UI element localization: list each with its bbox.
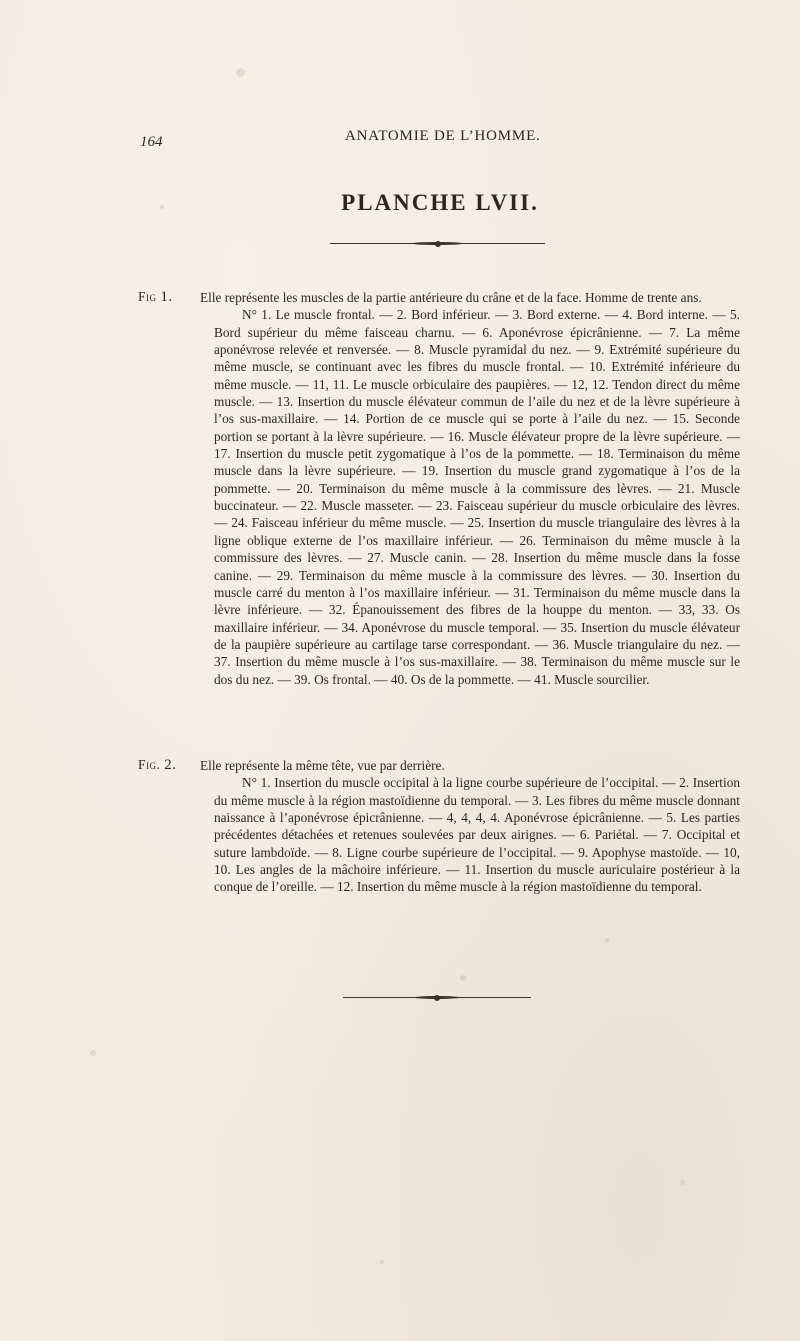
figure-intro: Elle représente la même tête, vue par derrière. xyxy=(200,758,445,773)
figure-legend: N° 1. Insertion du muscle occipital à la ligne courbe supérieure de l’occipital. — 2. Insertion du même muscle à la région mastoïdienne du temporal. — 3. Les fibres du même muscle donnant naissance à l’aponévrose épicrânienne. — 4, 4, 4, 4. Aponévrose épicrânienne. — 5. Les parties précédentes détachées et retenues soulevées par deux airignes. — 6. Pariétal. — 7. Occipital et suture lambdoïde. — 8. Ligne courbe supérieure de l’occipital. — 9. Apophyse mastoïde. — 10, 10. Les angles de la mâchoire inférieure. — 11. Insertion du muscle auriculaire postérieur à la conque de l’oreille. — 12. Insertion du même muscle à la région mastoïdienne du temporal. xyxy=(214,775,740,895)
ornamental-rule xyxy=(343,994,531,1002)
figure-legend: N° 1. Le muscle frontal. — 2. Bord inférieur. — 3. Bord externe. — 4. Bord interne. — 5. Bord supérieur du même faisceau charnu. — 6. Aponévrose épicrânienne. — 7. La même aponévrose relevée et renversée. — 8. Muscle pyramidal du nez. — 9. Extrémité supérieure du même muscle, se continuant avec les fibres du muscle frontal. — 10. Extrémité inférieure du même muscle. — 11, 11. Le muscle orbiculaire des paupières. — 12, 12. Tendon direct du même muscle. — 13. Insertion du muscle élévateur commun de l’aile du nez et de la lèvre supérieure à l’os sus-maxillaire. — 14. Portion de ce muscle qui se porte à l’aile du nez. — 15. Seconde portion se portant à la lèvre supérieure. — 16. Muscle élévateur propre de la lèvre supérieure. — 17. Insertion du muscle petit zygomatique à l’os de la pommette. — 18. Terminaison du même muscle dans la lèvre supérieure. — 19. Insertion du muscle grand zygomatique à l’os de la pommette. — 20. Terminaison du même muscle à la commissure des lèvres. — 21. Muscle buccinateur. — 22. Muscle masseter. — 23. Faisceau supérieur du muscle orbiculaire des lèvres. — 24. Faisceau inférieur du même muscle. — 25. Insertion du muscle triangulaire des lèvres à la ligne oblique externe de l’os maxillaire inférieur. — 26. Terminaison du même muscle à la commissure des lèvres. — 27. Muscle canin. — 28. Insertion du même muscle dans la fosse canine. — 29. Terminaison du même muscle à la commissure des lèvres. — 30. Insertion du muscle carré du menton à l’os maxillaire inférieur. — 31. Terminaison du même muscle dans la lèvre inférieure. — 32. Épanouissement des fibres de la houppe du menton. — 33, 33. Os maxillaire inférieur. — 34. Aponévrose du muscle temporal. — 35. Insertion du muscle élévateur de la paupière supérieure au cartilage tarse correspondant. — 36. Muscle triangulaire du nez. — 37. Insertion du même muscle à l’os sus-maxillaire. — 38. Terminaison du même muscle sur le dos du nez. — 39. Os frontal. — 40. Os de la pommette. — 41. Muscle sourcilier. xyxy=(214,307,740,687)
running-head xyxy=(140,128,740,152)
figure-description-1 xyxy=(200,289,740,688)
figure-description-2 xyxy=(200,757,740,896)
ornamental-rule xyxy=(330,240,545,248)
figure-label-number: 1. xyxy=(160,289,173,305)
running-title: ANATOMIE DE L’HOMME. xyxy=(345,128,541,144)
paper-stain xyxy=(90,1050,96,1056)
paper-stain xyxy=(236,68,245,77)
page-number: 164 xyxy=(140,134,163,150)
figure-label-prefix: Fig. xyxy=(138,757,161,772)
paper-stain xyxy=(460,975,467,981)
figure-label-2 xyxy=(138,757,177,774)
paper-stain xyxy=(605,938,610,943)
paper-stain xyxy=(680,1180,685,1185)
figure-label-number: 2. xyxy=(164,757,177,773)
figure-label-1 xyxy=(138,289,173,306)
plate-title: PLANCHE LVII. xyxy=(341,190,539,215)
figure-label-prefix: Fig xyxy=(138,289,157,304)
figure-intro: Elle représente les muscles de la partie antérieure du crâne et de la face. Homme de trente ans. xyxy=(200,290,702,305)
paper-stain xyxy=(380,1260,384,1264)
